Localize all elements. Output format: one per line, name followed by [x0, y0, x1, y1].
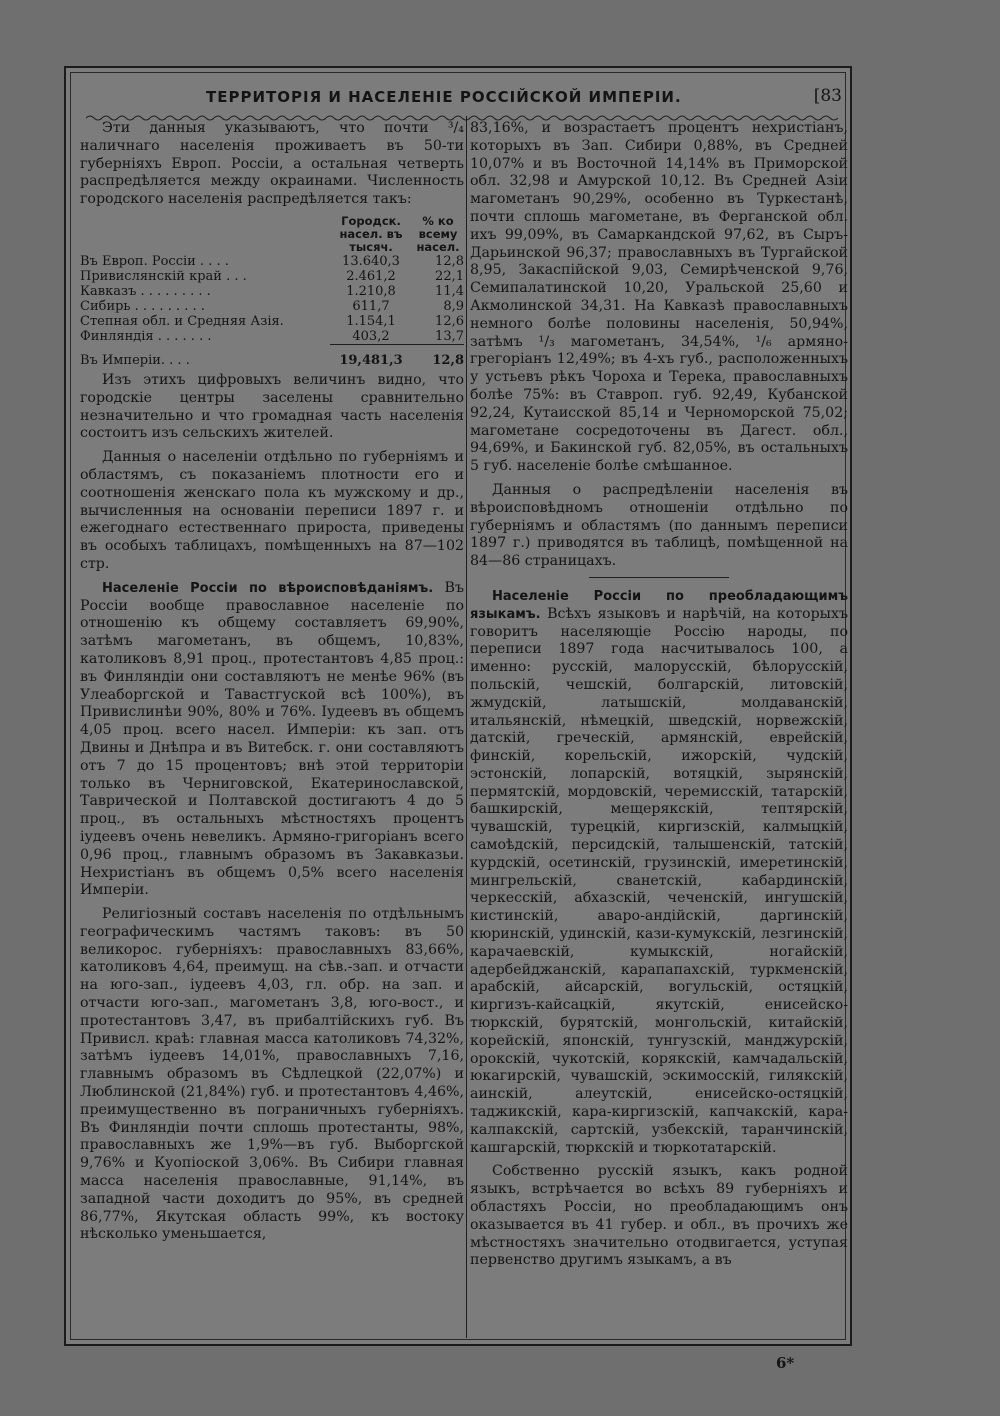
table-row [80, 269, 464, 284]
table-row [80, 299, 464, 314]
right-column [470, 120, 848, 1276]
urban-population-table [80, 215, 464, 368]
section-separator [589, 577, 729, 578]
languages-heading: Населеніе Россіи по преобладающимъ языкамъ. [470, 588, 848, 622]
page-header [86, 84, 846, 114]
table-row [80, 329, 464, 345]
row-number: 2.461,2 [346, 268, 396, 284]
running-title: ТЕРРИТОРІЯ И НАСЕЛЕНІЕ РОССІЙСКОЙ ИМПЕРІИ. [206, 88, 682, 106]
row-label: Кавказъ . . . . . . . . . [80, 283, 211, 299]
religion-regions-paragraph: Религіозный составъ населенія по отдѣльнымъ географическимъ частямъ таковъ: въ 50 великорос. губерніяхъ: православныхъ 83,66%, католиковъ 4,64, преимущ. на сѣв.-зап. и отчасти на юго-зап., іудеевъ 4,03, гл. обр. на зап. и отчасти юго-зап., магометанъ 3,8, юго-вост., и протестантовъ 3,47, въ прибалтійскихъ губ. Въ Привисл. краѣ: главная масса католиковъ 74,32%, затѣмъ іудеевъ 14,01%, православныхъ 7,16, главнымъ образомъ въ Сѣдлецкой (22,07%) и Люблинской (21,84%) губ. и протестантовъ 4,46%, преимущественно въ пограничныхъ губерніяхъ. Въ Финляндіи почти сплошь протестанты, 98%, православныхъ же 1,9%—въ губ. Выборгской 9,76% и Куопіоской 3,06%. Въ Сибири главная масса населенія православные, 91,14%, въ западной части доходитъ до 95%, въ средней 86,77%, Якутская область 99%, къ востоку нѣсколько уменьшается, [80, 906, 464, 1243]
languages-text: Всѣхъ языковъ и нарѣчій, на которыхъ говоритъ населяющіе Россію народы, по переписи 1897 года насчитывалось 100, а именно: русскій, малорусскій, бѣлорусскій, польскій, чешскій, болгарскій, литовскій, жмудскій, латышскій, молдаванскій, итальянскій, нѣмецкій, шведскій, норвежскій, датскій, греческій, армянскій, еврейскій, финскій, корельскій, ижорскій, чудскій, эстонскій, лопарскій, вотяцкій, зырянскій, пермятскій, мордовскій, черемисскій, татарскій, башкирскій, мещерякскій, тептярскій, чувашскій, турецкій, киргизскій, калмыцкій, самоѣдскій, персидскій, талышенскій, татскій, курдскій, осетинскій, грузинскій, имеретинскій, мингрельскій, сванетскій, кабардинскій, черкесскій, абхазскій, чеченскій, ингушскій, кистинскій, аваро-андійскій, даргинскій, кюринскій, удинскій, кази-кумукскій, лезгинскій, карачаевскій, кумыкскій, ногайскій, адербейджанскій, карапапахскій, туркменскій, арабскій, айсарскій, вогульскій, остяцкій, киргизъ-кайсацкій, якутскій, енисейско-тюркскій, бурятскій, монгольскій, китайскій, корейскій, японскій, тунгузскій, манджурскій, орокскій, чукотскій, корякскій, камчадальскій, юкагирскій, чувашскій, эскимосскій, гилякскій, аинскій, алеутскій, енисейско-остяцкій, таджикскій, кара-киргизскій, капчакскій, кара-калпакскій, сартскій, узбекскій, таранчинскій, кашгарскій, тюркскій и тюркотатарскій. [470, 605, 848, 1156]
left-column [80, 120, 464, 1250]
row-percent: 13,7 [435, 328, 464, 344]
row-percent: 22,1 [435, 268, 464, 284]
row-label: Сибирь . . . . . . . . . [80, 298, 205, 314]
languages-paragraph [470, 588, 848, 1158]
row-number: 611,7 [352, 298, 390, 314]
total-number: 19,481,3 [330, 344, 412, 368]
total-percent: 12,8 [412, 344, 464, 368]
row-number: 13.640,3 [342, 253, 400, 269]
row-label: Привислянскій край . . . [80, 268, 247, 284]
signature-mark: 6* [776, 1354, 795, 1372]
table-total-row [80, 344, 464, 368]
table-row [80, 254, 464, 269]
data-reference-paragraph: Данныя о населеніи отдѣльно по губерніямъ и областямъ, съ показаніемъ плотности его и соотношенія женскаго пола къ мужскому и др., вычисленныя на основаніи переписи 1897 г. и ежегоднаго естественнаго прироста, приведены въ особыхъ таблицахъ, помѣщенныхъ на 87—102 стр. [80, 449, 464, 572]
religion-paragraph [80, 580, 464, 900]
total-label: Въ Имперіи. . . . [80, 352, 190, 368]
row-percent: 12,6 [435, 313, 464, 329]
religion-heading: Населеніе Россіи по вѣроисповѣданіямъ. [102, 580, 434, 596]
row-label: Степная обл. и Средняя Азія. [80, 313, 284, 329]
row-percent: 11,4 [435, 283, 464, 299]
page-number: [83 [813, 86, 842, 106]
row-percent: 8,9 [443, 298, 464, 314]
row-percent: 12,8 [435, 253, 464, 269]
col-header-percent: % ко всему насел. [416, 213, 460, 254]
religion-text: Въ Россіи вообще православное населеніе по отношенію къ общему составляетъ 69,90%, затѣмъ магометанъ, въ общемъ, 10,83%, католиковъ 8,91 проц., протестантовъ 4,85 проц.: въ Финляндіи они составляютъ не менѣе 96% (въ Улеаборгской и Тавастгуской всѣ 100%), въ Привислинѣи 90%, 80% и 76%. Іудеевъ въ общемъ 4,05 проц. всего насел. Имперіи: къ зап. отъ Двины и Днѣпра и въ Витебск. г. они составляютъ отъ 7 до 15 процентовъ; внѣ этой территоріи только въ Черниговской, Екатеринославской, Таврической и Полтавской достигаютъ 4 до 5 проц., въ остальныхъ мѣстностяхъ процентъ іудеевъ очень невеликъ. Армяно-григоріанъ всего 0,96 проц., главнымъ образомъ въ Закавказьи. Нехристіанъ въ общемъ 0,5% всего населенія Имперіи. [80, 579, 464, 899]
row-number: 403,2 [352, 328, 390, 344]
row-label: Финляндія . . . . . . . [80, 329, 212, 345]
russian-language-paragraph: Собственно русскій языкъ, какъ родной языкъ, встрѣчается во всѣхъ 89 губерніяхъ и областяхъ Россіи, но преобладающимъ онъ оказывается въ 41 губер. и обл., въ прочихъ же мѣстностяхъ значительно отодвигается, уступая первенство другимъ языкамъ, а въ [470, 1163, 848, 1269]
table-row [80, 284, 464, 299]
table-row [80, 314, 464, 329]
continued-paragraph: 83,16%, и возрастаетъ процентъ нехристіанъ, которыхъ въ Зап. Сибири 0,88%, въ Средней 10,07% и въ Восточной 14,14% въ Приморской обл. 32,98 и Амурской 10,12. Въ Средней Азіи магометанъ 90,29%, особенно въ Туркестанѣ, почти сплошь магометане, въ Ферганской обл. ихъ 99,09%, въ Самаркандской 97,62, въ Сыръ-Дарьинской 96,37; православныхъ въ Тургайской 8,95, Закаспійской 9,03, Семирѣченской 9,76, Семипалатинской 10,20, Уральской 25,60 и Акмолинской 34,31. На Кавказѣ православныхъ немного болѣе половины населенія, 50,94%, затѣмъ ¹/₃ магометанъ, 34,54%, ¹/₆ армяно-грегоріанъ 12,49%; въ 4-хъ губ., расположенныхъ у устьевъ рѣкъ Чороха и Терека, православныхъ болѣе 75%: въ Ставроп. губ. 92,49, Кубанской 92,24, Кутаисской 85,14 и Черноморской 75,02; магометане сосредоточены въ Дагест. обл., 94,69%, и Бакинской губ. 82,05%, въ остальныхъ 5 губ. населеніе болѣе смѣшанное. [470, 120, 848, 475]
religion-data-reference-paragraph: Данныя о распредѣленіи населенія въ вѣроисповѣдномъ отношеніи отдѣльно по губерніямъ и областямъ (по даннымъ переписи 1897 г.) приводятся въ таблицѣ, помѣщенной на 84—86 страницахъ. [470, 481, 848, 570]
row-number: 1.154,1 [346, 313, 396, 329]
col-header-population: Городск. насел. въ тысяч. [339, 213, 403, 254]
after-table-paragraph: Изъ этихъ цифровыхъ величинъ видно, что городскіе центры заселены сравнительно незначительно и что громадная часть населенія состоитъ изъ сельскихъ жителей. [80, 371, 464, 442]
column-divider [466, 116, 467, 1338]
intro-paragraph: Эти данныя указываютъ, что почти ³/₄ наличнаго населенія проживаетъ въ 50-ти губерніяхъ Европ. Россіи, а остальная четверть распредѣляется между окраинами. Численность городского населенія распредѣляется такъ: [80, 120, 464, 208]
row-number: 1.210,8 [346, 283, 396, 299]
row-label: Въ Европ. Россіи . . . . [80, 253, 229, 269]
